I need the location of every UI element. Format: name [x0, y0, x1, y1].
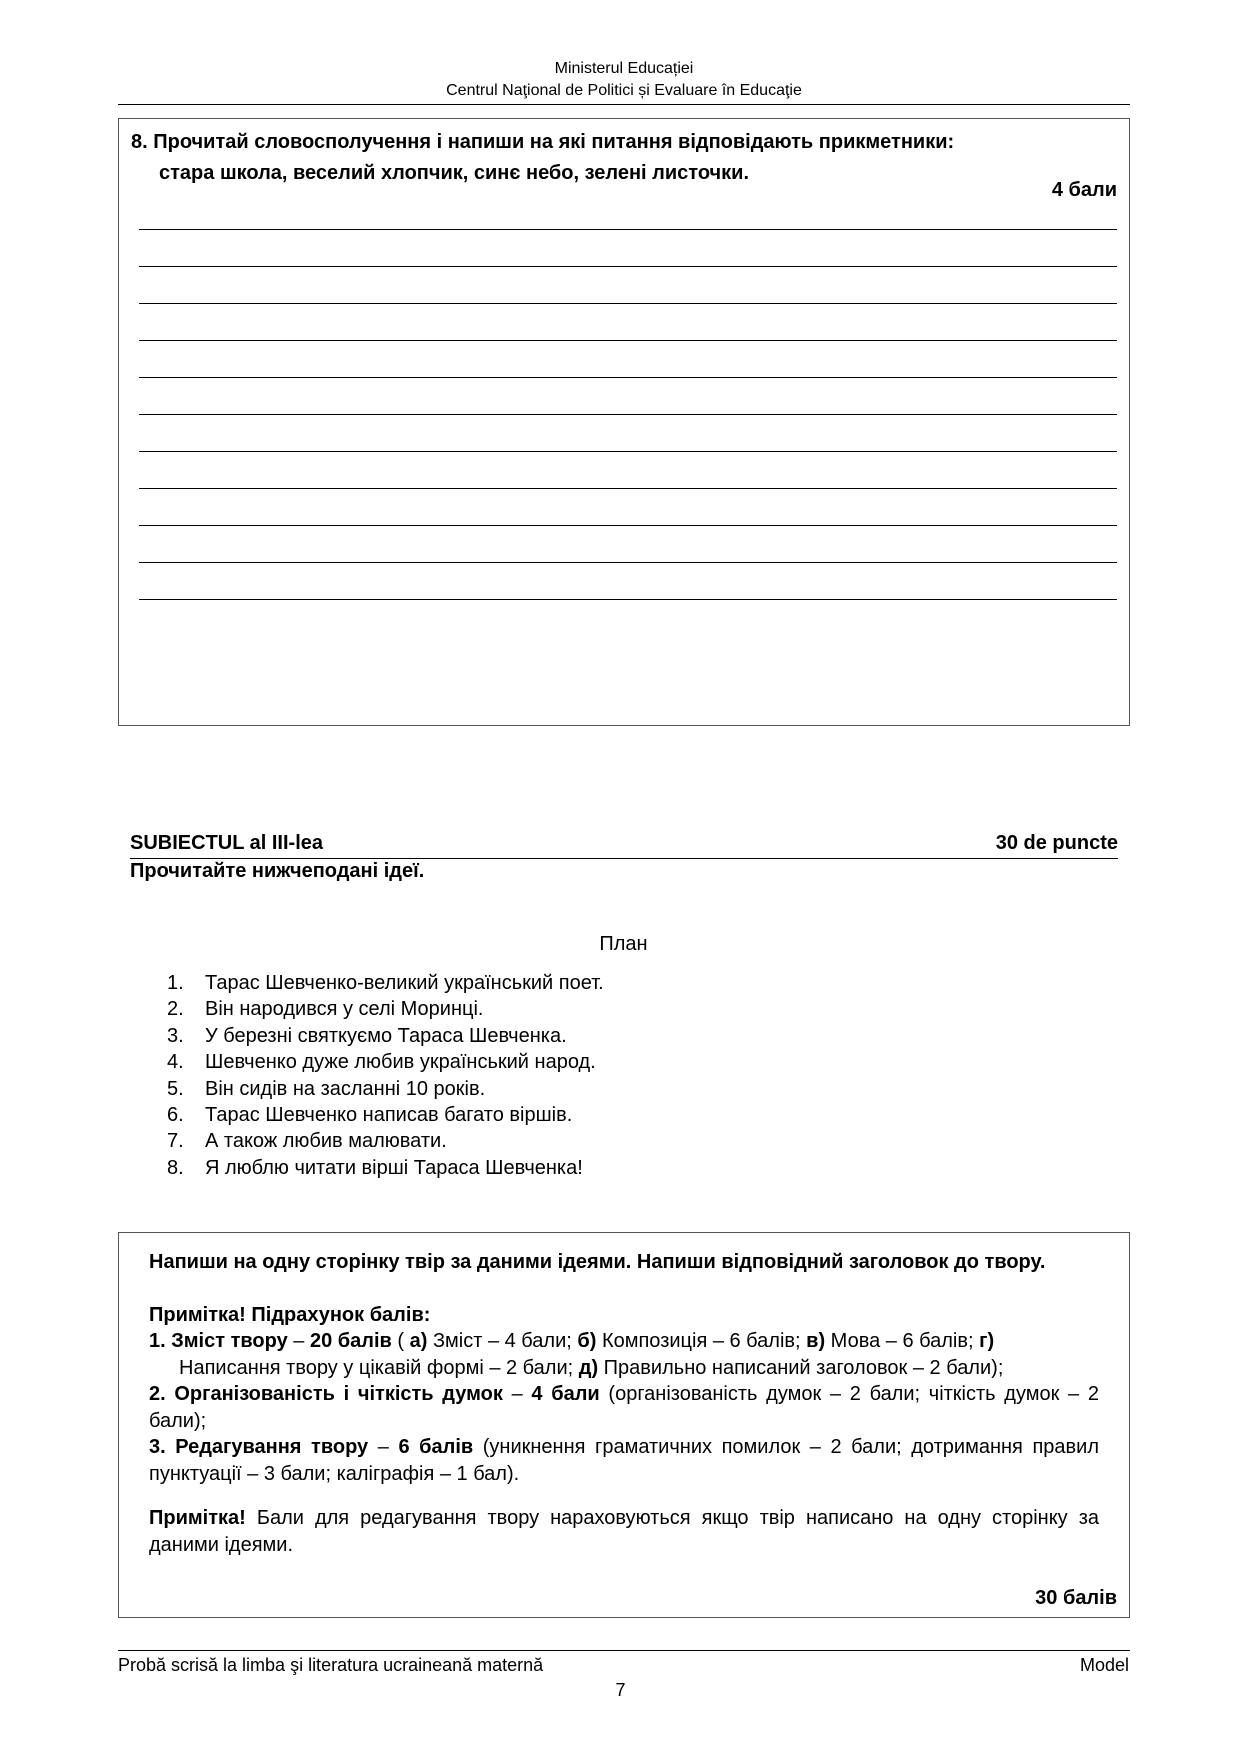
- plan-list: [167, 970, 604, 1181]
- page-number: 7: [615, 1680, 626, 1700]
- answer-line[interactable]: [139, 525, 1117, 526]
- question-8-box: [118, 118, 1130, 726]
- footer-model-label: Model: [1079, 1655, 1129, 1675]
- criterion-editing: 3. Редагування твору – 6 балів (уникнення граматичних помилок – 2 бали; дотримання правил пунктуації – 3 бали; каліграфія – 1 бал).: [149, 1436, 1099, 1485]
- question-8-text: [131, 127, 1109, 189]
- question-8-points: 4 бали: [1051, 179, 1117, 201]
- list-item: 6. Тарас Шевченко написав багато віршів.: [167, 1104, 573, 1127]
- essay-points: 30 балів: [1035, 1586, 1117, 1609]
- footer-divider: [118, 1650, 1130, 1651]
- answer-line[interactable]: [139, 229, 1117, 230]
- footer-exam-title: Probă scrisă la limba şi literatura ucraineană maternă: [118, 1655, 544, 1675]
- list-item: 4. Шевченко дуже любив український народ.: [167, 1051, 596, 1074]
- answer-line[interactable]: [139, 599, 1117, 600]
- list-item: 8. Я люблю читати вірші Тараса Шевченка!: [167, 1156, 583, 1179]
- header-divider: [118, 104, 1130, 105]
- answer-line[interactable]: [139, 488, 1117, 489]
- page-header: [118, 58, 1130, 102]
- list-item: 5. Він сидів на засланні 10 років.: [167, 1077, 486, 1100]
- list-item: 3. У березні святкуємо Тараса Шевченка.: [167, 1024, 567, 1047]
- question-8-prompt: 8. Прочитай словосполучення і напиши на які питання відповідають прикметники:: [131, 131, 955, 153]
- question-8-phrases: стара школа, веселий хлопчик, синє небо, зелені листочки.: [159, 162, 750, 184]
- header-ministry: Ministerul Educației: [554, 60, 694, 77]
- answer-line[interactable]: [139, 562, 1117, 563]
- plan-title: План: [599, 933, 648, 955]
- subject-3-heading: [130, 832, 1118, 859]
- essay-instruction: Напиши на одну сторінку твір за даними ідеями. Напиши відповідний заголовок до твору.: [149, 1251, 1046, 1273]
- answer-line[interactable]: [139, 340, 1117, 341]
- answer-line[interactable]: [139, 266, 1117, 267]
- criterion-organization: 2. Організованість і чіткість думок – 4 бали (організованість думок – 2 бали; чіткість думок – 2 бали);: [149, 1383, 1099, 1432]
- answer-line[interactable]: [139, 303, 1117, 304]
- criterion-content: 1. Зміст твору – 20 балів ( а) Зміст – 4 бали; б) Композиція – 6 балів; в) Мова – 6 балів; г) Написання твору у цікавій формі – 2 бали; д) Правильно написаний заголовок – 2 бали);: [149, 1330, 1004, 1379]
- subject-3-points: 30 de puncte: [995, 832, 1118, 854]
- subject-3-title: SUBIECTUL al III-lea: [130, 832, 324, 854]
- subject-3-instruction: Прочитайте нижчеподані ідеї.: [130, 860, 425, 882]
- scoring-note-heading: Примітка! Підрахунок балів:: [149, 1303, 431, 1326]
- answer-line[interactable]: [139, 414, 1117, 415]
- list-item: 1. Тарас Шевченко-великий український поет.: [167, 972, 604, 994]
- list-item: 7. А також любив малювати.: [167, 1130, 447, 1153]
- answer-line[interactable]: [139, 451, 1117, 452]
- answer-line[interactable]: [139, 377, 1117, 378]
- editing-note: Примітка! Бали для редагування твору нараховуються якщо твір написано на одну сторінку за даними ідеями.: [149, 1507, 1099, 1556]
- essay-task-box: [118, 1232, 1130, 1618]
- list-item: 2. Він народився у селі Моринці.: [167, 998, 484, 1021]
- header-center: Centrul Naţional de Politici și Evaluare în Educaţie: [446, 82, 802, 99]
